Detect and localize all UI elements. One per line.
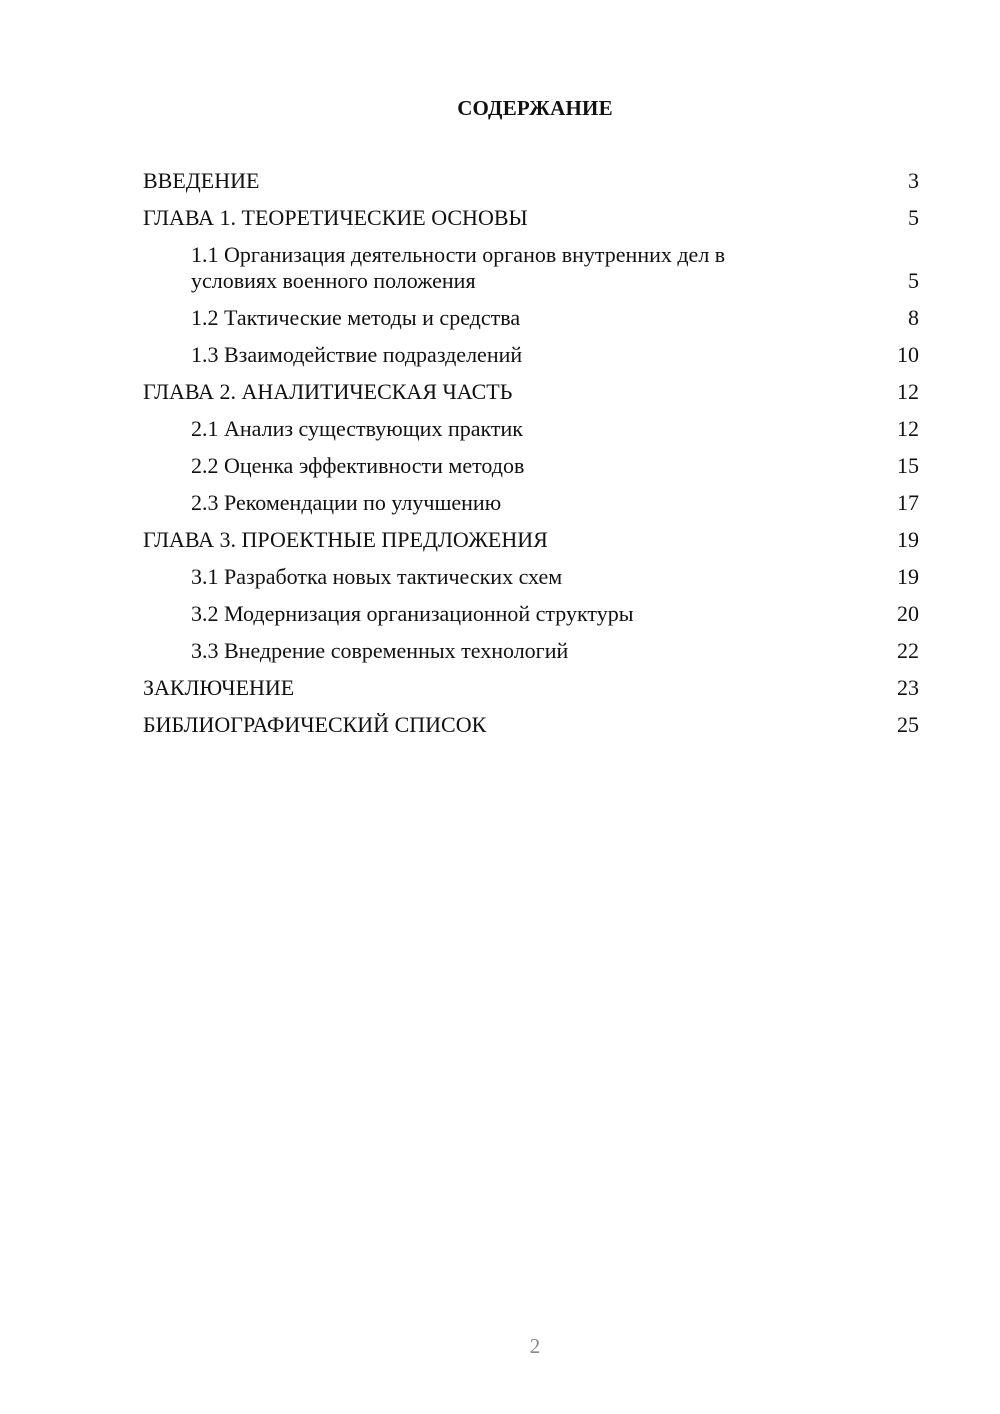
toc-entry-label: 2.1 Анализ существующих практик bbox=[191, 416, 523, 441]
toc-entry-label: 3.3 Внедрение современных технологий bbox=[191, 638, 569, 663]
toc-entry-page: 19 bbox=[897, 527, 919, 552]
table-of-contents bbox=[143, 168, 919, 749]
toc-entry-page: 25 bbox=[897, 712, 919, 737]
page-title: СОДЕРЖАНИЕ bbox=[457, 96, 613, 120]
page-number: 2 bbox=[529, 1334, 541, 1358]
toc-entry-label: 2.3 Рекомендации по улучшению bbox=[191, 490, 502, 515]
toc-entry-page: 23 bbox=[897, 675, 919, 700]
toc-entry-page: 10 bbox=[897, 342, 919, 367]
toc-entry-label: 3.2 Модернизация организационной структуры bbox=[191, 601, 634, 626]
toc-entry-section-2-2[interactable] bbox=[143, 453, 919, 479]
toc-entry-label: ГЛАВА 3. ПРОЕКТНЫЕ ПРЕДЛОЖЕНИЯ bbox=[143, 527, 548, 552]
toc-entry-conclusion[interactable] bbox=[143, 675, 919, 701]
toc-entry-page: 3 bbox=[908, 168, 919, 193]
toc-entry-page: 15 bbox=[897, 453, 919, 478]
toc-entry-page: 12 bbox=[897, 416, 919, 441]
toc-entry-label: ГЛАВА 1. ТЕОРЕТИЧЕСКИЕ ОСНОВЫ bbox=[143, 205, 528, 230]
toc-entry-page: 5 bbox=[908, 205, 919, 230]
toc-entry-label: ЗАКЛЮЧЕНИЕ bbox=[143, 675, 295, 700]
toc-entry-chapter-1[interactable] bbox=[143, 205, 919, 231]
toc-entry-page: 20 bbox=[897, 601, 919, 626]
toc-entry-label: 1.2 Тактические методы и средства bbox=[191, 305, 521, 330]
toc-entry-section-2-3[interactable] bbox=[143, 490, 919, 516]
toc-entry-page: 22 bbox=[897, 638, 919, 663]
toc-entry-page: 19 bbox=[897, 564, 919, 589]
toc-entry-label: ГЛАВА 2. АНАЛИТИЧЕСКАЯ ЧАСТЬ bbox=[143, 379, 513, 404]
toc-entry-page: 8 bbox=[908, 305, 919, 330]
toc-entry-label: БИБЛИОГРАФИЧЕСКИЙ СПИСОК bbox=[143, 712, 487, 737]
toc-entry-label: 1.1 Организация деятельности органов внутренних дел в условиях военного положения bbox=[191, 242, 726, 293]
toc-entry-page: 12 bbox=[897, 379, 919, 404]
toc-entry-section-3-2[interactable] bbox=[143, 601, 919, 627]
toc-entry-chapter-2[interactable] bbox=[143, 379, 919, 405]
toc-entry-section-3-3[interactable] bbox=[143, 638, 919, 664]
toc-entry-section-1-1[interactable] bbox=[143, 242, 919, 294]
toc-entry-chapter-3[interactable] bbox=[143, 527, 919, 553]
toc-entry-page: 17 bbox=[897, 490, 919, 515]
toc-entry-label: ВВЕДЕНИЕ bbox=[143, 168, 260, 193]
toc-entry-label: 3.1 Разработка новых тактических схем bbox=[191, 564, 563, 589]
toc-entry-page: 5 bbox=[908, 268, 919, 293]
toc-entry-section-1-3[interactable] bbox=[143, 342, 919, 368]
toc-entry-label: 1.3 Взаимодействие подразделений bbox=[191, 342, 523, 367]
toc-entry-section-2-1[interactable] bbox=[143, 416, 919, 442]
toc-entry-section-3-1[interactable] bbox=[143, 564, 919, 590]
toc-entry-bibliography[interactable] bbox=[143, 712, 919, 738]
toc-entry-label: 2.2 Оценка эффективности методов bbox=[191, 453, 525, 478]
toc-entry-section-1-2[interactable] bbox=[143, 305, 919, 331]
toc-entry-introduction[interactable] bbox=[143, 168, 919, 194]
